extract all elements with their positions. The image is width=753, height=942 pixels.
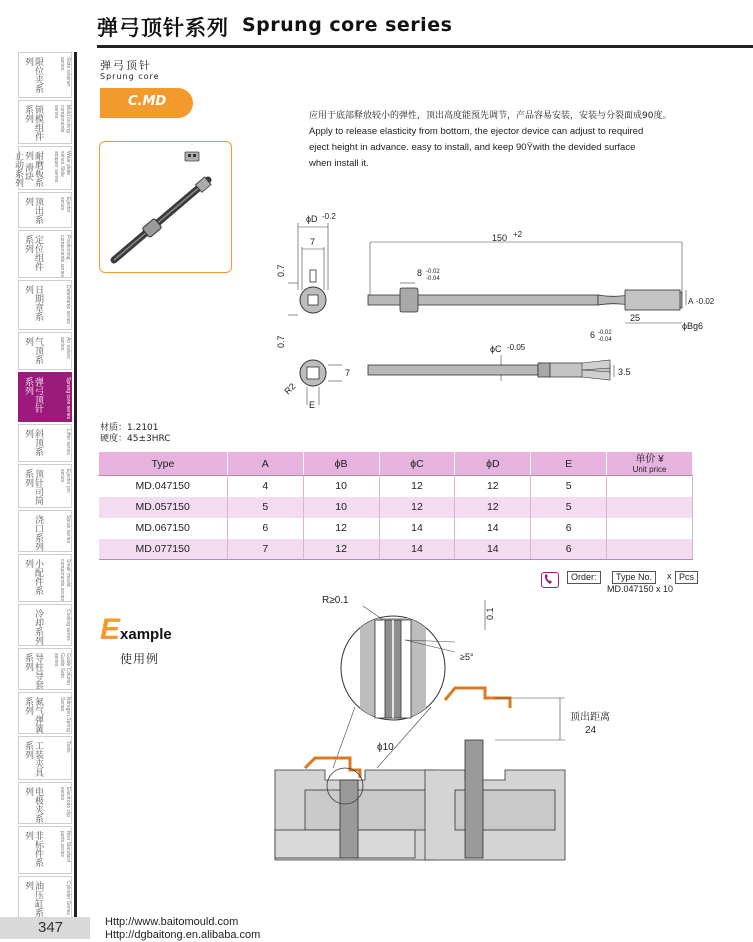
example-r-label: R≥0.1 [322,595,349,606]
table-cell: 12 [303,518,379,539]
table-cell: 12 [379,497,455,518]
sidebar-item[interactable] [18,782,72,824]
label-dim-07b: 0.7 [276,335,286,348]
sidebar-item-en: Cooling series [65,609,71,641]
sidebar-item-cn: 油压缸系列 [23,881,43,917]
order-type-label: Type No. [612,571,656,584]
product-name-en: Sprung core [100,72,160,81]
product-code: C.MD [128,94,167,109]
table-cell: MD.067150 [99,518,228,539]
label-dim-35: 3.5 [618,367,631,377]
sidebar-item-cn: 限位夹系列 [23,57,43,93]
sidebar-item[interactable] [18,424,72,462]
label-tol-8-up: -0.02 [426,269,440,275]
example-heading [100,613,172,647]
label-tol-d: -0.2 [322,212,336,221]
table-cell: 10 [303,497,379,518]
sidebar-item-en: Ejector series [59,197,71,213]
sidebar-item-cn: 锁模组件系列 [23,105,43,141]
material-line: 材质：1.2101 [100,423,159,433]
col-e: E [531,452,607,476]
label-r2: R2 [282,381,298,397]
spec-table [98,451,693,560]
table-cell: 12 [379,476,455,497]
sidebar-item[interactable] [18,192,72,228]
page-header [97,8,753,44]
footer-url-2[interactable]: Http://dgbaitong.en.alibaba.com [105,929,261,941]
label-dim-6: 6 [590,330,596,340]
price-subheader: Unit price [632,464,667,474]
label-dim-c: ϕC [490,344,502,354]
label-dim-7a: 7 [310,237,316,247]
table-cell: 6 [227,518,303,539]
label-dim-07a: 0.7 [276,264,286,277]
sidebar-item-cn: 日期章系列 [23,285,43,321]
sidebar-item-en: Slide retainer series [59,57,71,87]
table-row [99,497,693,518]
sidebar-item-cn: 非标件系列 [23,831,43,867]
sidebar-item-en: Lifter series [65,429,71,455]
table-cell-price [607,497,693,518]
top-view-head [276,212,350,410]
label-dim-e: E [309,400,316,410]
label-tol-8-low: -0.04 [426,276,440,282]
table-cell: 5 [531,476,607,497]
sidebar-item[interactable] [18,736,72,780]
sidebar-item-cn: 顶针司筒系列 [23,469,43,505]
label-dim-7b: 7 [345,368,351,378]
sidebar-item-en: Ejector pin series [59,469,71,493]
sidebar-item[interactable] [18,510,72,552]
sidebar-item-en: Mold locking components series [53,105,71,133]
col-price [607,452,693,476]
product-code-badge [100,88,193,118]
example-heading-rest: xample [120,626,172,643]
sidebar-item-cn: 定位组件系列 [23,235,43,271]
sidebar-item[interactable] [18,464,72,508]
sidebar-item-en: Positioning components series [59,235,71,277]
page-number-box [0,917,90,939]
table-header-row [99,452,693,476]
order-label: Order: [567,571,601,584]
example-dim-01: 0.1 [485,607,495,620]
sidebar-item[interactable] [18,876,72,918]
sidebar-item-cn: 顶出系列 [23,197,43,224]
footer-url-1[interactable]: Http://www.baitomould.com [105,916,239,928]
sidebar-item-en: Nitrogen Spring Series [59,697,71,732]
label-tol-6-up: -0.02 [598,330,612,336]
example-heading-cn: 使用例 [120,652,160,666]
sidebar-item-en: Sprung core series [65,377,71,419]
hardness-line: 硬度：45±3HRC [100,434,171,444]
example-drawing [265,590,735,890]
table-cell: 10 [303,476,379,497]
sidebar-item[interactable] [18,52,72,98]
table-cell: 7 [227,539,303,560]
sidebar-item[interactable] [18,554,72,602]
sidebar-item[interactable] [18,826,72,874]
sidebar-item[interactable] [13,146,72,190]
label-tol-a: -0.02 [696,297,715,306]
table-row [99,518,693,539]
table-cell: 4 [227,476,303,497]
sidebar-item-en: Small mould components series [59,559,71,601]
sidebar-item-cn: 氮气弹簧系列 [23,697,43,733]
sidebar-item[interactable] [18,280,72,330]
label-dim-a: A [688,297,694,306]
label-tol-c: -0.05 [507,343,526,352]
phone-icon [541,572,559,588]
table-cell: 5 [531,497,607,518]
sidebar-item-cn: 小配件系列 [23,559,43,595]
product-description [309,108,729,172]
sidebar-item-en: Non Standard parts series [59,831,71,862]
sidebar-item-cn: 斜顶系列 [23,429,43,456]
example-eject-val: 24 [585,725,597,736]
sidebar-item-en: Datestamp series [65,285,71,324]
material-info [100,423,171,445]
sidebar-item[interactable] [18,692,72,734]
table-cell: 14 [379,518,455,539]
table-cell: 14 [455,539,531,560]
table-cell-price [607,539,693,560]
page-title-cn: 弹弓顶针系列 [97,16,229,40]
sidebar-item-en: Tools [65,741,71,753]
sidebar-item-cn: 耐磨板系列 滑块止动系列 [13,151,43,187]
sidebar-item-cn: 电极夹系列 [23,787,43,823]
example-angle: ≥5° [460,652,474,662]
label-dim-25: 25 [630,313,641,323]
order-example: MD.047150 x 10 [607,584,674,594]
footer-urls [105,916,260,942]
product-name-cn: 弹弓顶针 [100,59,152,72]
page-number: 347 [38,919,64,936]
table-cell: MD.057150 [99,497,228,518]
sidebar-item[interactable] [18,100,72,144]
table-cell: 12 [455,476,531,497]
order-x: x [667,571,672,581]
side-view [368,230,715,381]
sidebar-divider [74,52,77,920]
table-cell-price [607,476,693,497]
label-dim-8: 8 [417,268,423,278]
sidebar-item-cn: 气顶系列 [23,337,43,364]
label-dim-bg6: ϕBg6 [682,321,704,331]
table-cell: 12 [303,539,379,560]
label-tol-6-low: -0.04 [598,337,612,343]
table-cell: 14 [379,539,455,560]
table-cell-price [607,518,693,539]
sidebar-item[interactable] [18,604,72,646]
sidebar-item-en: Cylinder Series [65,881,71,915]
sidebar-item-cn: 导柱导套系列 [23,653,43,689]
label-dim-150: 150 [492,233,508,243]
example-eject-cn: 顶出距离 [570,712,610,723]
table-cell: 5 [227,497,303,518]
label-dim-d: ϕD [306,214,318,224]
sprung-core-illustration [100,142,231,272]
order-pcs: Pcs [675,571,698,584]
table-cell: 6 [531,518,607,539]
col-a: A [227,452,303,476]
sidebar-item[interactable] [18,230,72,278]
table-cell: MD.047150 [99,476,228,497]
technical-drawing [270,205,730,415]
col-d: ϕD [455,452,531,476]
label-tol-150: +2 [513,230,523,239]
table-cell: 6 [531,539,607,560]
sidebar-item-cn: 浇口系列 [33,515,43,551]
header-rule [97,45,753,48]
table-row [99,539,693,560]
sidebar-item-en: Sprue series [65,515,71,544]
table-cell: 12 [455,497,531,518]
table-cell: MD.077150 [99,539,228,560]
sidebar-nav [13,52,72,920]
sidebar-item[interactable] [18,648,72,690]
col-b: ϕB [303,452,379,476]
sidebar-item-cn: 工装夹具系列 [23,741,43,777]
col-c: ϕC [379,452,455,476]
table-row [99,476,693,497]
sidebar-item-en: Air valves series [59,337,71,359]
sidebar-item-cn: 冷却系列 [33,609,43,645]
example-big-letter: E [100,613,121,646]
col-type: Type [99,452,228,476]
description-cn: 应用于底部释放较小的弹性，顶出高度能预先调节，产品容易安装，安装与分裂面成90度。 [309,111,672,121]
page-title-en: Sprung core series [242,14,453,36]
price-header: 单价 ¥ [635,453,664,465]
sidebar-item-en: Electrode clip series [59,787,71,818]
product-photo [99,141,232,273]
example-dim-10: ϕ10 [377,742,394,753]
sidebar-item-en: Wear plate series Slide stopper series [53,151,71,183]
sidebar-item-cn: 弹弓顶针系列 [23,377,43,413]
sidebar-item[interactable] [18,332,72,370]
description-en: Apply to release elasticity from bottom, the ejector device can adjust to required eject height in advance. easy to install, and keep 90Ÿwith the devided surface when install it. [309,126,644,169]
sidebar-item[interactable] [18,372,72,422]
table-cell: 14 [455,518,531,539]
sidebar-item-en: Guide Column Guide Sets series [53,653,71,685]
